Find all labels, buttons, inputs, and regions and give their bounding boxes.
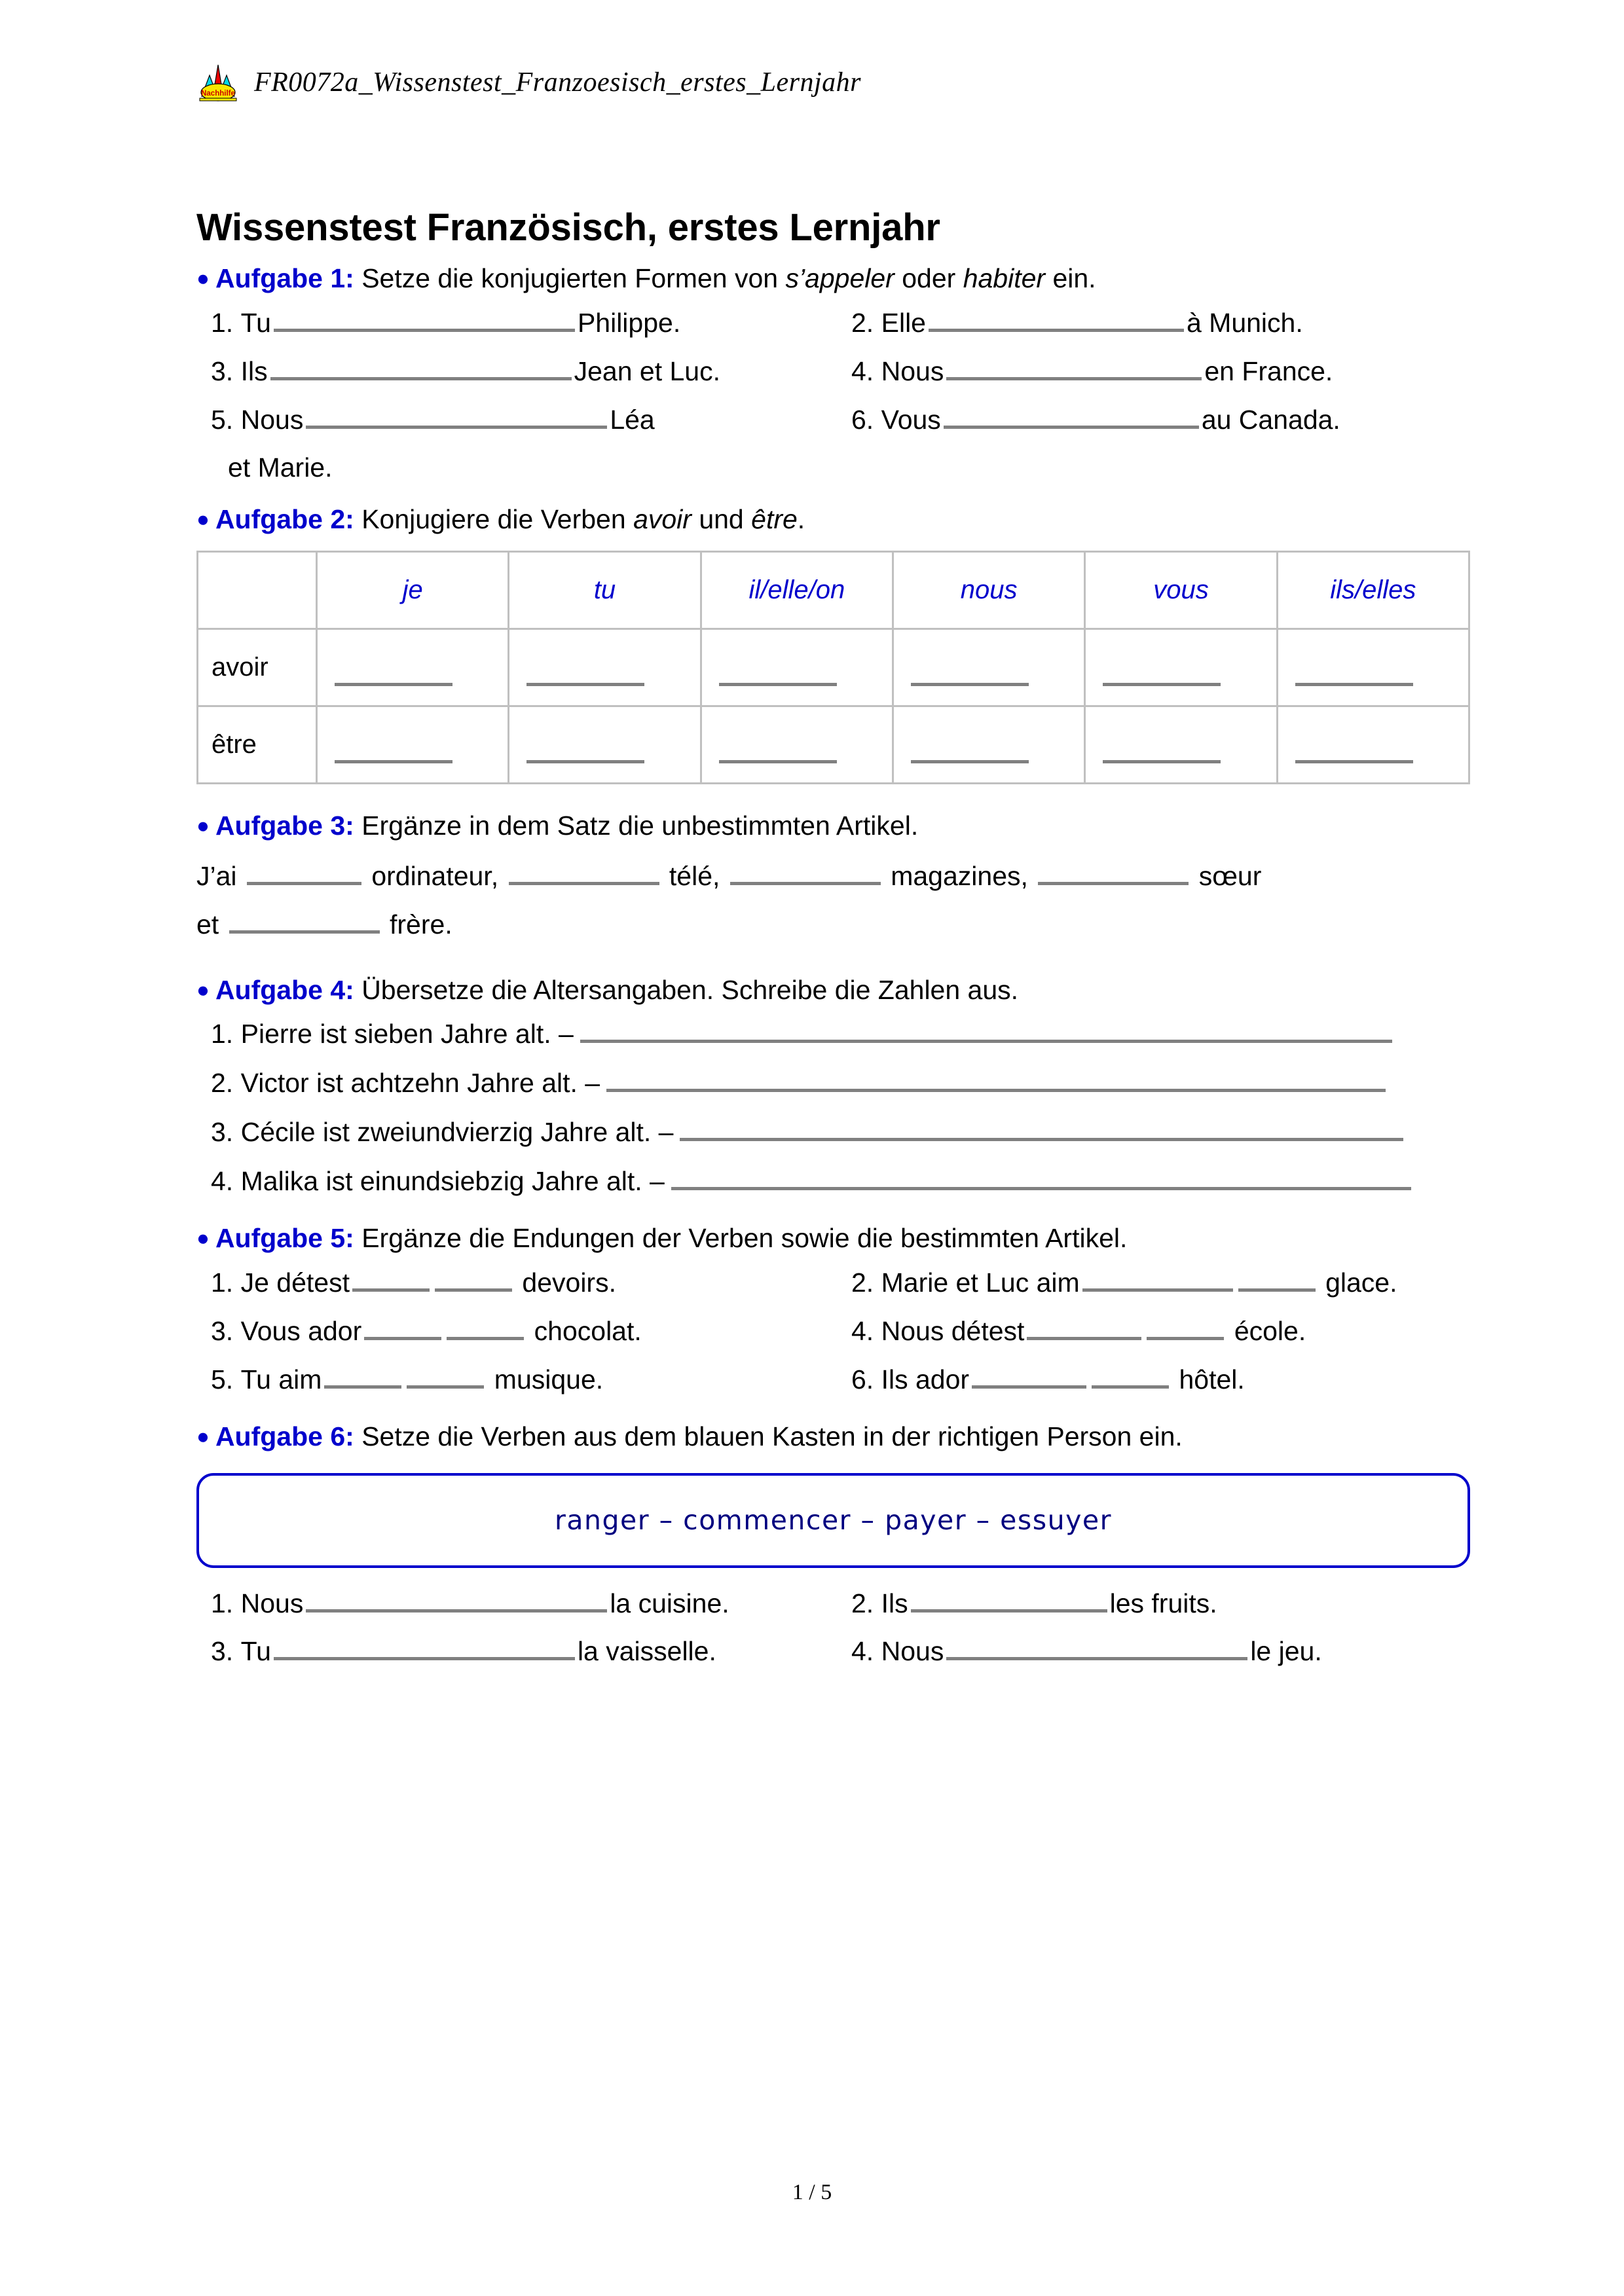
table-cell-etre-il[interactable] [701, 706, 893, 784]
answer-blank[interactable] [719, 748, 837, 763]
task-5-row [196, 1315, 1480, 1347]
item-tail: école. [1234, 1315, 1306, 1346]
task-5-item-1 [196, 1267, 851, 1298]
item-stem: Marie et Luc aim [881, 1267, 1080, 1298]
answer-blank[interactable] [1103, 670, 1221, 686]
item-tail: les fruits. [1109, 1588, 1217, 1618]
task-prompt-4: Übersetze die Altersangaben. Schreibe die Zahlen aus. [354, 974, 1019, 1005]
item-tail: Philippe. [577, 307, 681, 338]
item-tail: en France. [1204, 355, 1333, 386]
task-bullet-icon-5: ● [196, 1225, 210, 1250]
table-row-avoir [198, 629, 1469, 706]
answer-blank-article[interactable] [447, 1315, 524, 1340]
item-subject: Ils [240, 355, 268, 386]
item-tail: Jean et Luc. [574, 355, 720, 386]
item-stem: Ils ador [881, 1364, 970, 1394]
item-text: Pierre ist sieben Jahre alt. – [240, 1018, 574, 1049]
task-5-item-6 [851, 1364, 1480, 1395]
item-number: 2. [211, 1067, 234, 1098]
answer-blank[interactable] [526, 748, 644, 763]
task-label-1: Aufgabe 1: [215, 263, 354, 293]
answer-blank[interactable] [680, 1117, 1403, 1141]
table-col-header-nous: nous [893, 552, 1084, 629]
task-1-item-6 [851, 404, 1480, 435]
answer-blank[interactable] [911, 670, 1029, 686]
task-1-continuation [196, 452, 851, 483]
answer-blank-article[interactable] [1092, 1364, 1169, 1389]
item-subject: Nous [881, 355, 944, 386]
table-header-row [198, 552, 1469, 629]
task-5-row [196, 1267, 1480, 1298]
task-prompt-2-verb-1: avoir [633, 503, 692, 534]
answer-blank[interactable] [1295, 748, 1413, 763]
item-tail: hôtel. [1179, 1364, 1245, 1394]
item-tail: musique. [494, 1364, 604, 1394]
answer-blank-ending[interactable] [1082, 1267, 1233, 1292]
task-heading-1 [196, 262, 1480, 295]
item-number: 1. [211, 1588, 234, 1618]
table-col-header-vous: vous [1085, 552, 1277, 629]
answer-blank[interactable] [526, 670, 644, 686]
table-cell-etre-nous[interactable] [893, 706, 1084, 784]
item-number: 5. [211, 1364, 234, 1394]
answer-blank[interactable] [335, 670, 452, 686]
answer-blank[interactable] [911, 748, 1029, 763]
task-1-row [196, 404, 1480, 435]
task-6-row [196, 1636, 1480, 1667]
page-number: 1 / 5 [792, 2180, 832, 2204]
item-number: 3. [211, 1116, 234, 1147]
answer-blank[interactable] [247, 861, 361, 886]
table-col-header-il-elle-on: il/elle/on [701, 552, 893, 629]
conjugation-table [196, 551, 1470, 784]
table-row-header-etre: être [198, 706, 317, 784]
item-number: 4. [851, 1636, 874, 1667]
task-prompt-1-verb-2: habiter [963, 263, 1046, 293]
item-number: 2. [851, 1588, 874, 1618]
item-tail: le jeu. [1250, 1636, 1322, 1667]
table-col-header-ils-elles: ils/elles [1277, 552, 1469, 629]
task-bullet-icon-1: ● [196, 266, 210, 290]
answer-blank-ending[interactable] [972, 1364, 1086, 1389]
item-tail: devoirs. [522, 1267, 616, 1298]
page-title: Wissenstest Französisch, erstes Lernjahr [196, 206, 940, 249]
answer-blank[interactable] [730, 861, 881, 886]
worksheet-content [196, 262, 1480, 1685]
task-prompt-1-part-4: ein. [1045, 263, 1096, 293]
answer-blank-article[interactable] [1238, 1267, 1316, 1292]
task-prompt-2-part-2: und [691, 503, 752, 534]
item-stem: Nous détest [881, 1315, 1025, 1346]
table-corner-cell [198, 552, 317, 629]
task-bullet-icon-6: ● [196, 1423, 210, 1448]
task-label-2: Aufgabe 2: [215, 503, 354, 534]
task-1-row [196, 307, 1480, 338]
table-cell-avoir-tu[interactable] [509, 629, 701, 706]
task-6-item-2 [851, 1588, 1480, 1619]
task-bullet-icon-4: ● [196, 977, 210, 1002]
answer-blank-article[interactable] [407, 1364, 484, 1389]
task-label-6: Aufgabe 6: [215, 1421, 354, 1451]
item-number: 4. [211, 1165, 234, 1196]
continuation-text: et Marie. [228, 452, 333, 483]
task-1-item-4 [851, 355, 1480, 387]
item-subject: Tu [240, 1636, 271, 1667]
task-heading-5 [196, 1222, 1480, 1255]
item-subject: Ils [881, 1588, 908, 1618]
table-cell-avoir-ils[interactable] [1277, 629, 1469, 706]
table-cell-etre-tu[interactable] [509, 706, 701, 784]
document-header [196, 62, 861, 103]
task-4-item-4 [196, 1166, 1480, 1197]
answer-blank[interactable] [1038, 861, 1189, 886]
item-subject: Nous [240, 404, 304, 435]
table-cell-avoir-il[interactable] [701, 629, 893, 706]
task-4-item-3 [196, 1117, 1480, 1148]
item-tail: Léa [610, 404, 655, 435]
task-6-item-1 [196, 1588, 851, 1619]
task-heading-3 [196, 809, 1480, 843]
item-number: 4. [851, 1315, 874, 1346]
task-label-4: Aufgabe 4: [215, 974, 354, 1005]
task-prompt-1-part-2: oder [894, 263, 963, 293]
task-1-item-5 [196, 404, 851, 435]
task-3-sentence-line-1 [196, 856, 1480, 898]
item-number: 2. [851, 1267, 874, 1298]
answer-blank[interactable] [270, 355, 572, 380]
task-label-3: Aufgabe 3: [215, 811, 354, 841]
task-prompt-5: Ergänze die Endungen der Verben sowie die bestimmten Artikel. [354, 1222, 1128, 1253]
task-5-item-4 [851, 1315, 1480, 1347]
task-3-sentence-line-2 [196, 904, 1480, 946]
task-prompt-6: Setze die Verben aus dem blauen Kasten in der richtigen Person ein. [354, 1421, 1183, 1451]
task-label-5: Aufgabe 5: [215, 1222, 354, 1253]
sentence-word: magazines, [891, 861, 1028, 892]
task-prompt-3: Ergänze in dem Satz die unbestimmten Artikel. [354, 811, 919, 841]
item-number: 3. [211, 1315, 234, 1346]
item-tail: au Canada. [1201, 404, 1340, 435]
item-tail: glace. [1325, 1267, 1397, 1298]
sentence-word: sœur [1198, 861, 1262, 892]
answer-blank[interactable] [929, 307, 1184, 332]
item-stem: Je détest [240, 1267, 350, 1298]
task-prompt-1-verb-1: s’appeler [785, 263, 895, 293]
task-heading-2 [196, 503, 1480, 536]
answer-blank[interactable] [580, 1019, 1392, 1043]
item-text: Cécile ist zweiundvierzig Jahre alt. – [240, 1116, 674, 1147]
task-6-item-3 [196, 1636, 851, 1667]
nachhilfe-logo-icon [196, 62, 240, 103]
answer-blank[interactable] [1103, 748, 1221, 763]
table-col-header-tu: tu [509, 552, 701, 629]
verb-word-box [196, 1473, 1470, 1568]
task-bullet-icon-3: ● [196, 813, 210, 838]
table-row-etre [198, 706, 1469, 784]
table-cell-avoir-vous[interactable] [1085, 629, 1277, 706]
answer-blank[interactable] [306, 1588, 607, 1613]
sentence-word: télé, [669, 861, 720, 892]
item-subject: Elle [881, 307, 926, 338]
answer-blank[interactable] [274, 1636, 575, 1661]
answer-blank[interactable] [509, 861, 659, 886]
answer-blank[interactable] [335, 748, 452, 763]
task-prompt-2-part-4: . [797, 503, 805, 534]
task-1-item-3 [196, 355, 851, 387]
answer-blank[interactable] [911, 1588, 1107, 1613]
answer-blank-ending[interactable] [352, 1267, 430, 1292]
answer-blank[interactable] [671, 1166, 1411, 1190]
table-cell-avoir-nous[interactable] [893, 629, 1084, 706]
task-4-item-2 [196, 1068, 1480, 1099]
task-5-items [196, 1267, 1480, 1395]
answer-blank-ending[interactable] [324, 1364, 401, 1389]
sentence-word: frère. [390, 909, 452, 940]
sentence-word: J’ai [196, 861, 237, 892]
task-1-continuation-row [196, 452, 1480, 483]
answer-blank[interactable] [944, 404, 1199, 429]
answer-blank[interactable] [946, 1636, 1247, 1661]
answer-blank[interactable] [274, 307, 575, 332]
item-number: 3. [211, 355, 234, 386]
sentence-word: ordinateur, [371, 861, 499, 892]
answer-blank[interactable] [719, 670, 837, 686]
page-footer [0, 2180, 1624, 2205]
task-5-item-2 [851, 1267, 1480, 1298]
task-prompt-1-part-0: Setze die konjugierten Formen von [354, 263, 786, 293]
item-tail: la vaisselle. [577, 1636, 716, 1667]
item-stem: Vous ador [240, 1315, 362, 1346]
table-row-header-avoir: avoir [198, 629, 317, 706]
answer-blank[interactable] [1295, 670, 1413, 686]
answer-blank[interactable] [229, 909, 380, 934]
answer-blank-ending[interactable] [364, 1315, 441, 1340]
task-heading-6 [196, 1420, 1480, 1453]
svg-text:Nachhilfe: Nachhilfe [201, 90, 235, 98]
task-5-row [196, 1364, 1480, 1395]
sentence-word: et [196, 909, 219, 940]
task-prompt-2-verb-2: être [751, 503, 798, 534]
task-6-item-4 [851, 1636, 1480, 1667]
item-subject: Tu [240, 307, 271, 338]
item-number: 6. [851, 404, 874, 435]
task-6-row [196, 1588, 1480, 1619]
table-cell-avoir-je[interactable] [317, 629, 509, 706]
item-subject: Nous [881, 1636, 944, 1667]
item-text: Victor ist achtzehn Jahre alt. – [240, 1067, 600, 1098]
task-4-item-1 [196, 1019, 1480, 1049]
item-subject: Nous [240, 1588, 304, 1618]
table-cell-etre-je[interactable] [317, 706, 509, 784]
answer-blank[interactable] [946, 355, 1202, 380]
task-4-items [196, 1019, 1480, 1197]
task-1-items [196, 307, 1480, 483]
item-stem: Tu aim [240, 1364, 322, 1394]
task-1-item-1 [196, 307, 851, 338]
item-subject: Vous [881, 404, 941, 435]
document-filename: FR0072a_Wissenstest_Franzoesisch_erstes_Lernjahr [254, 67, 861, 98]
item-number: 5. [211, 404, 234, 435]
item-text: Malika ist einundsiebzig Jahre alt. – [240, 1165, 665, 1196]
answer-blank[interactable] [306, 404, 607, 429]
item-number: 1. [211, 1267, 234, 1298]
task-1-item-2 [851, 307, 1480, 338]
item-number: 1. [211, 307, 234, 338]
task-prompt-2-part-0: Konjugiere die Verben [354, 503, 634, 534]
task-5-item-5 [196, 1364, 851, 1395]
table-col-header-je: je [317, 552, 509, 629]
item-number: 2. [851, 307, 874, 338]
task-5-item-3 [196, 1315, 851, 1347]
word-box-text: ranger – commencer – payer – essuyer [555, 1504, 1112, 1537]
item-number: 4. [851, 355, 874, 386]
item-tail: chocolat. [534, 1315, 642, 1346]
task-heading-4 [196, 974, 1480, 1007]
item-number: 3. [211, 1636, 234, 1667]
item-number: 1. [211, 1018, 234, 1049]
answer-blank-article[interactable] [1147, 1315, 1224, 1340]
task-bullet-icon-2: ● [196, 506, 210, 531]
item-tail: la cuisine. [610, 1588, 729, 1618]
task-1-row [196, 355, 1480, 387]
table-cell-etre-vous[interactable] [1085, 706, 1277, 784]
task-6-items [196, 1588, 1480, 1667]
table-cell-etre-ils[interactable] [1277, 706, 1469, 784]
answer-blank[interactable] [606, 1068, 1386, 1092]
answer-blank-article[interactable] [435, 1267, 512, 1292]
item-number: 6. [851, 1364, 874, 1394]
answer-blank-ending[interactable] [1027, 1315, 1141, 1340]
item-tail: à Munich. [1186, 307, 1303, 338]
